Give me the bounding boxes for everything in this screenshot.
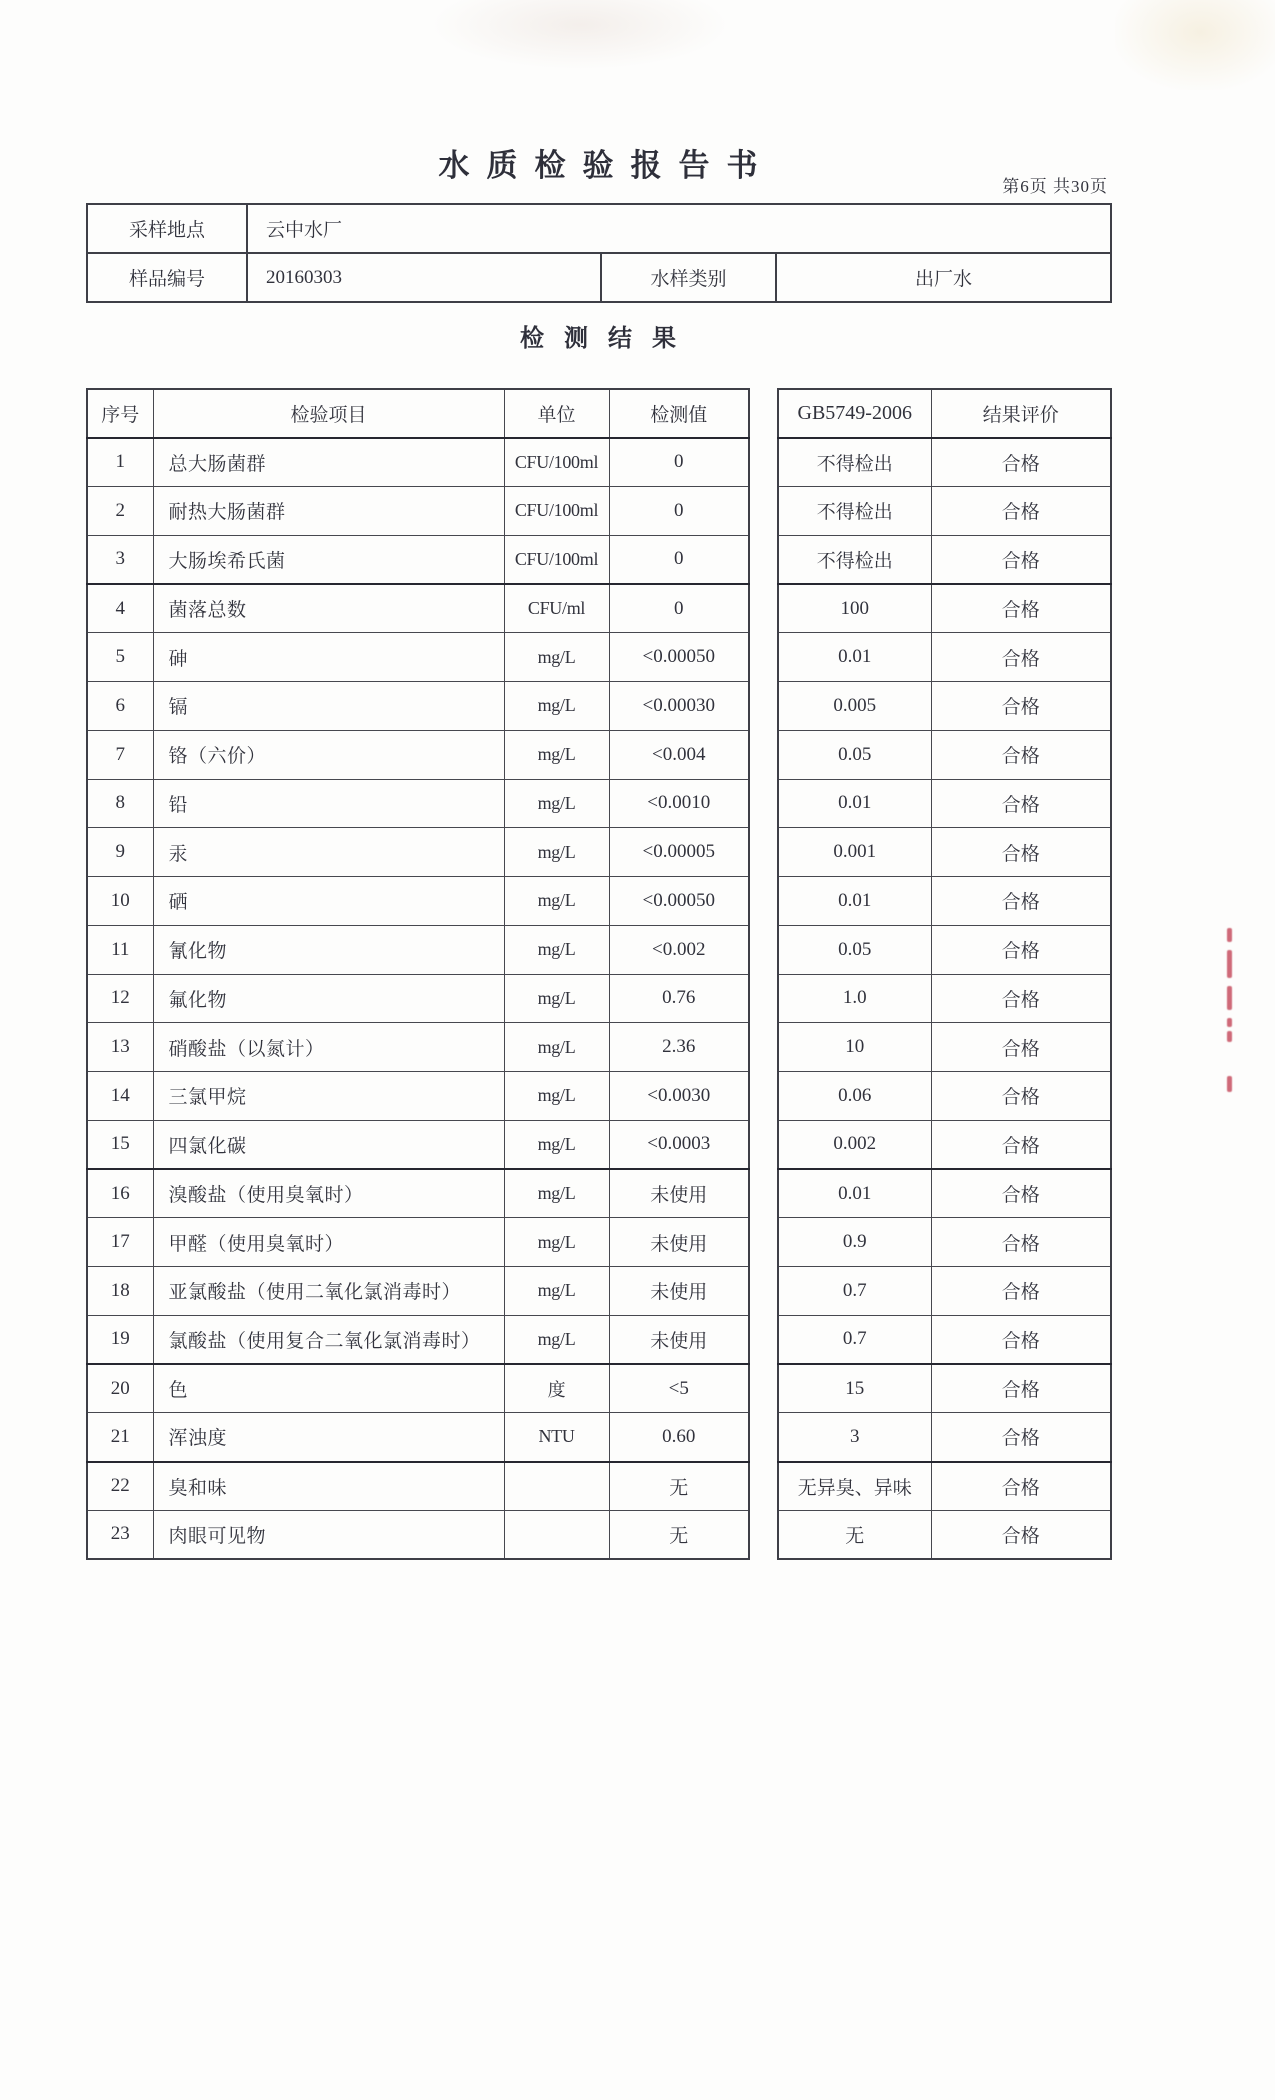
cell-standard: 0.05 — [778, 925, 931, 974]
cell-unit: mg/L — [504, 1072, 609, 1121]
cell-evaluation: 合格 — [931, 828, 1111, 877]
table-row — [778, 1169, 1111, 1218]
cell-item: 硒 — [153, 877, 504, 926]
table-row — [87, 535, 749, 584]
table-row — [778, 1072, 1111, 1121]
table-row — [87, 1315, 749, 1364]
table-row — [87, 1462, 749, 1511]
cell-no: 16 — [87, 1169, 153, 1218]
red-edge-mark — [1227, 950, 1232, 978]
cell-unit: mg/L — [504, 828, 609, 877]
cell-evaluation: 合格 — [931, 487, 1111, 536]
cell-value: <0.00050 — [609, 633, 749, 682]
cell-unit: mg/L — [504, 1315, 609, 1364]
cell-unit: mg/L — [504, 633, 609, 682]
cell-no: 5 — [87, 633, 153, 682]
cell-item: 三氯甲烷 — [153, 1072, 504, 1121]
sample-number-label: 样品编号 — [87, 253, 247, 302]
cell-value: <5 — [609, 1364, 749, 1413]
table-row — [87, 1413, 749, 1462]
cell-no: 22 — [87, 1462, 153, 1511]
cell-unit: mg/L — [504, 1267, 609, 1316]
cell-standard: 1.0 — [778, 974, 931, 1023]
cell-evaluation: 合格 — [931, 438, 1111, 487]
table-row — [778, 974, 1111, 1023]
cell-value: 2.36 — [609, 1023, 749, 1072]
cell-no: 13 — [87, 1023, 153, 1072]
cell-value: <0.004 — [609, 730, 749, 779]
column-header-standard: GB5749-2006 — [778, 389, 931, 438]
column-header-value: 检测值 — [609, 389, 749, 438]
cell-no: 14 — [87, 1072, 153, 1121]
cell-no: 4 — [87, 584, 153, 633]
cell-unit: CFU/ml — [504, 584, 609, 633]
cell-unit: mg/L — [504, 925, 609, 974]
cell-value: <0.002 — [609, 925, 749, 974]
sampling-location-value: 云中水厂 — [247, 204, 1111, 253]
table-row — [87, 633, 749, 682]
cell-no: 9 — [87, 828, 153, 877]
cell-evaluation: 合格 — [931, 1120, 1111, 1169]
cell-standard: 10 — [778, 1023, 931, 1072]
cell-standard: 0.01 — [778, 633, 931, 682]
cell-item: 臭和味 — [153, 1462, 504, 1511]
cell-value: 0.60 — [609, 1413, 749, 1462]
cell-value: <0.00005 — [609, 828, 749, 877]
cell-standard: 不得检出 — [778, 535, 931, 584]
cell-evaluation: 合格 — [931, 1462, 1111, 1511]
scan-corner-tint — [1115, 0, 1275, 90]
cell-unit: mg/L — [504, 1169, 609, 1218]
cell-no: 1 — [87, 438, 153, 487]
cell-no: 2 — [87, 487, 153, 536]
cell-evaluation: 合格 — [931, 682, 1111, 731]
table-row — [87, 1072, 749, 1121]
table-row — [87, 682, 749, 731]
cell-value: <0.0010 — [609, 779, 749, 828]
table-row — [778, 633, 1111, 682]
column-header-unit: 单位 — [504, 389, 609, 438]
red-edge-mark — [1227, 1018, 1232, 1027]
cell-item: 大肠埃希氏菌 — [153, 535, 504, 584]
cell-no: 3 — [87, 535, 153, 584]
cell-standard: 0.7 — [778, 1267, 931, 1316]
table-row — [778, 1364, 1111, 1413]
cell-standard: 3 — [778, 1413, 931, 1462]
table-row — [87, 438, 749, 487]
cell-unit: CFU/100ml — [504, 535, 609, 584]
cell-no: 10 — [87, 877, 153, 926]
cell-no: 20 — [87, 1364, 153, 1413]
cell-standard: 0.01 — [778, 877, 931, 926]
table-row — [87, 974, 749, 1023]
cell-unit — [504, 1462, 609, 1511]
cell-item: 砷 — [153, 633, 504, 682]
cell-unit: mg/L — [504, 682, 609, 731]
cell-unit: mg/L — [504, 779, 609, 828]
cell-standard: 0.01 — [778, 779, 931, 828]
sample-info-table — [86, 203, 1112, 303]
cell-item: 菌落总数 — [153, 584, 504, 633]
cell-evaluation: 合格 — [931, 974, 1111, 1023]
cell-item: 肉眼可见物 — [153, 1510, 504, 1559]
cell-standard: 0.002 — [778, 1120, 931, 1169]
cell-unit: NTU — [504, 1413, 609, 1462]
cell-item: 汞 — [153, 828, 504, 877]
cell-evaluation: 合格 — [931, 925, 1111, 974]
sample-info-row — [87, 253, 1111, 302]
table-row — [87, 779, 749, 828]
red-edge-mark — [1227, 986, 1232, 1010]
table-row — [778, 682, 1111, 731]
page-title: 水质检验报告书 — [438, 148, 775, 183]
table-row — [87, 1267, 749, 1316]
red-edge-mark — [1227, 1031, 1232, 1042]
table-row — [87, 1023, 749, 1072]
table-row — [778, 1267, 1111, 1316]
cell-no: 23 — [87, 1510, 153, 1559]
cell-standard: 0.7 — [778, 1315, 931, 1364]
cell-no: 11 — [87, 925, 153, 974]
cell-value: 0 — [609, 584, 749, 633]
results-header-row — [87, 389, 749, 438]
cell-evaluation: 合格 — [931, 1315, 1111, 1364]
cell-unit: 度 — [504, 1364, 609, 1413]
cell-standard: 0.06 — [778, 1072, 931, 1121]
results-header-row — [778, 389, 1111, 438]
table-row — [778, 1120, 1111, 1169]
cell-item: 亚氯酸盐（使用二氧化氯消毒时） — [153, 1267, 504, 1316]
cell-item: 耐热大肠菌群 — [153, 487, 504, 536]
cell-unit: CFU/100ml — [504, 438, 609, 487]
cell-no: 18 — [87, 1267, 153, 1316]
cell-value: 无 — [609, 1462, 749, 1511]
cell-unit: mg/L — [504, 974, 609, 1023]
cell-item: 总大肠菌群 — [153, 438, 504, 487]
column-header-item: 检验项目 — [153, 389, 504, 438]
cell-item: 四氯化碳 — [153, 1120, 504, 1169]
cell-no: 17 — [87, 1218, 153, 1267]
cell-value: <0.00050 — [609, 877, 749, 926]
cell-standard: 0.9 — [778, 1218, 931, 1267]
cell-no: 19 — [87, 1315, 153, 1364]
cell-unit: mg/L — [504, 1023, 609, 1072]
cell-item: 铬（六价） — [153, 730, 504, 779]
results-body-right — [778, 438, 1111, 1559]
table-row — [87, 828, 749, 877]
cell-item: 氰化物 — [153, 925, 504, 974]
column-header-no: 序号 — [87, 389, 153, 438]
cell-evaluation: 合格 — [931, 877, 1111, 926]
table-row — [778, 1413, 1111, 1462]
cell-evaluation: 合格 — [931, 1072, 1111, 1121]
cell-standard: 100 — [778, 584, 931, 633]
cell-evaluation: 合格 — [931, 633, 1111, 682]
cell-evaluation: 合格 — [931, 1413, 1111, 1462]
table-row — [87, 877, 749, 926]
cell-evaluation: 合格 — [931, 1267, 1111, 1316]
cell-standard: 无 — [778, 1510, 931, 1559]
cell-no: 7 — [87, 730, 153, 779]
cell-value: <0.0003 — [609, 1120, 749, 1169]
table-row — [778, 730, 1111, 779]
cell-item: 氯酸盐（使用复合二氧化氯消毒时） — [153, 1315, 504, 1364]
cell-evaluation: 合格 — [931, 1023, 1111, 1072]
table-row — [87, 1120, 749, 1169]
cell-value: <0.0030 — [609, 1072, 749, 1121]
table-row — [778, 1218, 1111, 1267]
cell-standard: 15 — [778, 1364, 931, 1413]
cell-evaluation: 合格 — [931, 730, 1111, 779]
table-row — [87, 1169, 749, 1218]
table-row — [87, 487, 749, 536]
cell-standard: 不得检出 — [778, 438, 931, 487]
cell-item: 镉 — [153, 682, 504, 731]
cell-standard: 0.05 — [778, 730, 931, 779]
cell-value: 未使用 — [609, 1315, 749, 1364]
water-type-label: 水样类别 — [601, 253, 776, 302]
cell-unit: mg/L — [504, 730, 609, 779]
cell-no: 12 — [87, 974, 153, 1023]
red-edge-mark — [1227, 1076, 1232, 1092]
cell-evaluation: 合格 — [931, 1364, 1111, 1413]
cell-unit: CFU/100ml — [504, 487, 609, 536]
cell-value: 未使用 — [609, 1169, 749, 1218]
cell-value: 0 — [609, 438, 749, 487]
cell-standard: 不得检出 — [778, 487, 931, 536]
table-row — [87, 1218, 749, 1267]
cell-standard: 0.005 — [778, 682, 931, 731]
cell-no: 8 — [87, 779, 153, 828]
table-row — [778, 1315, 1111, 1364]
red-edge-mark — [1227, 928, 1232, 942]
table-row — [778, 925, 1111, 974]
cell-standard: 0.001 — [778, 828, 931, 877]
cell-evaluation: 合格 — [931, 779, 1111, 828]
cell-evaluation: 合格 — [931, 1218, 1111, 1267]
table-row — [778, 438, 1111, 487]
cell-evaluation: 合格 — [931, 535, 1111, 584]
results-table-right — [777, 388, 1112, 1560]
cell-value: 未使用 — [609, 1267, 749, 1316]
water-type-value: 出厂水 — [776, 253, 1111, 302]
table-row — [778, 584, 1111, 633]
cell-item: 甲醛（使用臭氧时） — [153, 1218, 504, 1267]
cell-no: 15 — [87, 1120, 153, 1169]
table-row — [778, 487, 1111, 536]
sample-number-value: 20160303 — [247, 253, 601, 302]
cell-item: 硝酸盐（以氮计） — [153, 1023, 504, 1072]
cell-unit — [504, 1510, 609, 1559]
table-row — [87, 1364, 749, 1413]
scan-smudge — [430, 0, 730, 70]
table-row — [778, 1462, 1111, 1511]
table-row — [778, 828, 1111, 877]
cell-item: 溴酸盐（使用臭氧时） — [153, 1169, 504, 1218]
cell-unit: mg/L — [504, 1120, 609, 1169]
table-row — [87, 584, 749, 633]
table-row — [778, 877, 1111, 926]
table-row — [778, 535, 1111, 584]
cell-no: 21 — [87, 1413, 153, 1462]
cell-item: 氟化物 — [153, 974, 504, 1023]
cell-value: 0 — [609, 535, 749, 584]
cell-standard: 0.01 — [778, 1169, 931, 1218]
table-row — [778, 1023, 1111, 1072]
results-table-left — [86, 388, 750, 1560]
cell-value: 0.76 — [609, 974, 749, 1023]
cell-unit: mg/L — [504, 877, 609, 926]
page-indicator: 第6页 共30页 — [1002, 177, 1108, 196]
table-row — [87, 1510, 749, 1559]
table-row — [778, 779, 1111, 828]
cell-item: 浑浊度 — [153, 1413, 504, 1462]
cell-item: 色 — [153, 1364, 504, 1413]
cell-unit: mg/L — [504, 1218, 609, 1267]
cell-evaluation: 合格 — [931, 1169, 1111, 1218]
cell-value: 无 — [609, 1510, 749, 1559]
cell-value: 未使用 — [609, 1218, 749, 1267]
sampling-location-label: 采样地点 — [87, 204, 247, 253]
results-section-title: 检测结果 — [520, 326, 696, 352]
cell-value: 0 — [609, 487, 749, 536]
sample-info-row — [87, 204, 1111, 253]
table-row — [87, 925, 749, 974]
table-row — [778, 1510, 1111, 1559]
cell-item: 铅 — [153, 779, 504, 828]
cell-no: 6 — [87, 682, 153, 731]
table-row — [87, 730, 749, 779]
cell-evaluation: 合格 — [931, 584, 1111, 633]
cell-evaluation: 合格 — [931, 1510, 1111, 1559]
column-header-evaluation: 结果评价 — [931, 389, 1111, 438]
cell-value: <0.00030 — [609, 682, 749, 731]
cell-standard: 无异臭、异味 — [778, 1462, 931, 1511]
results-body-left — [87, 438, 749, 1559]
